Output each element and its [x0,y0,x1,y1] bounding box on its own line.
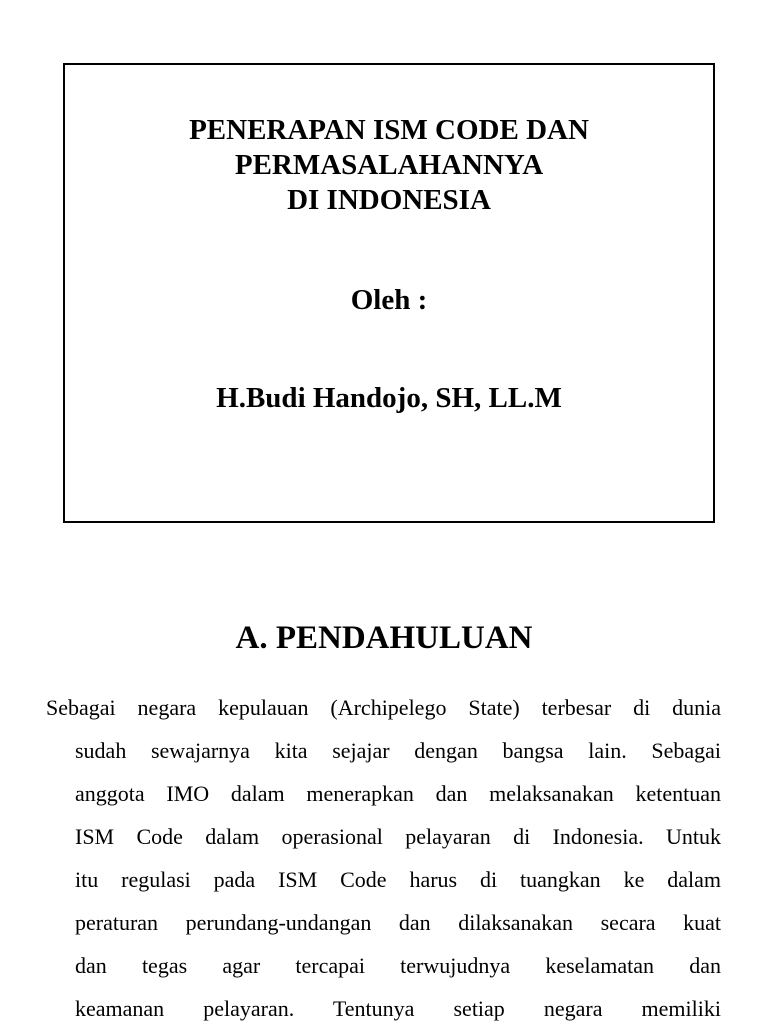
title-box [63,63,715,523]
section-heading: A. PENDAHULUAN [235,620,533,656]
document-title [65,113,713,218]
paragraph-line: anggota IMO dalam menerapkan dan melaksanakan ketentuan [75,781,721,806]
author-name: H.Budi Handojo, SH, LL.M [216,382,562,414]
paragraph-line: sudah sewajarnya kita sejajar dengan bangsa lain. Sebagai [75,738,721,763]
body-paragraph [46,686,721,1030]
paragraph-line: dan tegas agar tercapai terwujudnya keselamatan dan [75,953,721,978]
by-label: Oleh : [350,284,428,316]
title-line-2: PERMASALAHANNYA [234,149,544,181]
title-line-1: PENERAPAN ISM CODE DAN [189,114,589,146]
paragraph-line: Sebagai negara kepulauan (Archipelego State) terbesar di dunia [46,695,721,720]
paragraph-line: itu regulasi pada ISM Code harus di tuangkan ke dalam [75,867,721,892]
paragraph-line: ISM Code dalam operasional pelayaran di Indonesia. Untuk [75,824,721,849]
paragraph-line: peraturan perundang-undangan dan dilaksanakan secara kuat [75,910,721,935]
title-line-3: DI INDONESIA [287,184,491,216]
paragraph-line: keamanan pelayaran. Tentunya setiap negara memiliki [75,996,721,1021]
